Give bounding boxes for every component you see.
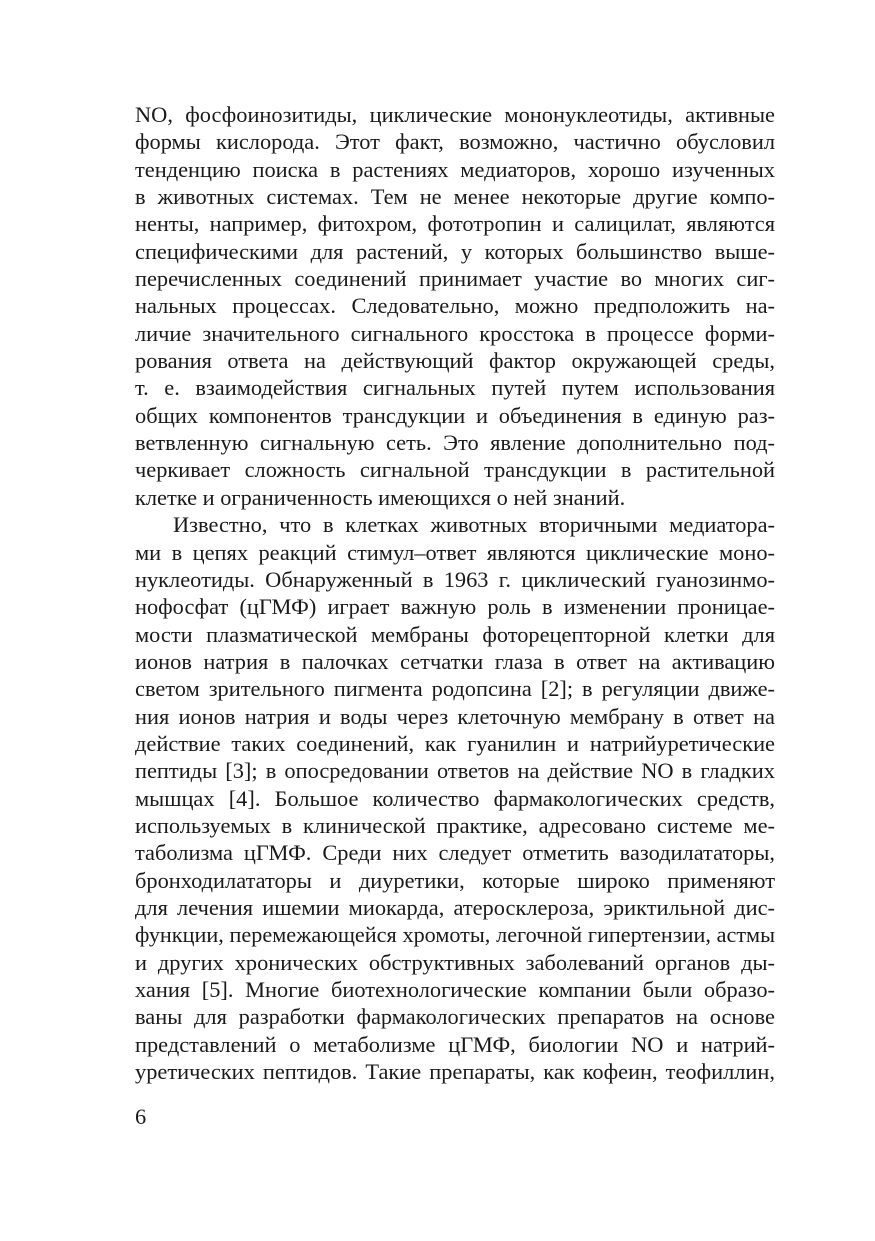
- text-line: формы кислорода. Этот факт, возможно, частично обусловил: [135, 129, 775, 155]
- text-line: перечисленных соединений принимает участие во многих сиг-: [135, 266, 775, 292]
- text-line: используемых в клинической практике, адресовано системе ме-: [135, 812, 775, 838]
- page-number: 6: [135, 1104, 147, 1129]
- text-line: уретических пептидов. Такие препараты, как кофеин, теофиллин,: [135, 1059, 775, 1085]
- text-line: для лечения ишемии миокарда, атеросклероза, эриктильной дис-: [135, 894, 775, 920]
- text-line: NO, фосфоинозитиды, циклические мононуклеотиды, активные: [135, 102, 775, 127]
- text-line: специфическими для растений, у которых большинство выше-: [135, 238, 775, 264]
- text-line: ненты, например, фитохром, фототропин и салицилат, являются: [135, 211, 775, 237]
- text-line: ми в цепях реакций стимул–ответ являются циклические моно-: [135, 539, 775, 565]
- paragraph-1: [135, 101, 775, 511]
- text-line: в животных системах. Тем не менее некоторые другие компо-: [135, 184, 775, 210]
- text-line: мости плазматической мембраны фоторецепторной клетки для: [135, 621, 775, 647]
- text-line: ваны для разработки фармакологических препаратов на основе: [135, 1004, 775, 1030]
- text-line: действие таких соединений, как гуанилин и натрийуретические: [135, 730, 775, 756]
- text-line: общих компонентов трансдукции и объединения в единую раз-: [135, 402, 775, 428]
- text-line: бронходилататоры и диуретики, которые широко применяют: [135, 867, 775, 893]
- text-line: личие значительного сигнального кросстока в процессе форми-: [135, 320, 775, 346]
- body-text: [135, 101, 775, 1085]
- text-line: нофосфат (цГМФ) играет важную роль в изменении проницае-: [135, 594, 775, 620]
- text-line: ионов натрия в палочках сетчатки глаза в ответ на активацию: [135, 648, 775, 674]
- text-line: светом зрительного пигмента родопсина [2]; в регуляции движе-: [135, 676, 775, 702]
- text-line: рования ответа на действующий фактор окружающей среды,: [135, 348, 775, 374]
- text-line: ния ионов натрия и воды через клеточную мембрану в ответ на: [135, 703, 775, 729]
- text-line: ветвленную сигнальную сеть. Это явление дополнительно под-: [135, 430, 775, 456]
- text-line: представлений о метаболизме цГМФ, биологии NO и натрий-: [135, 1031, 775, 1057]
- text-line: функции, перемежающейся хромоты, легочной гипертензии, астмы: [135, 922, 775, 948]
- text-line: Известно, что в клетках животных вторичными медиатора-: [173, 512, 775, 538]
- paragraph-2: [135, 511, 775, 1085]
- text-line: тенденцию поиска в растениях медиаторов, хорошо изученных: [135, 156, 775, 182]
- text-line: клетке и ограниченность имеющихся о ней знаний.: [135, 484, 626, 510]
- text-line: таболизма цГМФ. Среди них следует отметить вазодилататоры,: [135, 840, 775, 866]
- text-line: черкивает сложность сигнальной трансдукции в растительной: [135, 457, 775, 483]
- text-line: и других хронических обструктивных заболеваний органов ды-: [135, 949, 775, 975]
- text-line: пептиды [3]; в опосредовании ответов на действие NO в гладких: [135, 758, 775, 784]
- text-line: нуклеотиды. Обнаруженный в 1963 г. циклический гуанозинмо-: [135, 566, 775, 592]
- text-line: нальных процессах. Следовательно, можно предположить на-: [135, 293, 775, 319]
- text-line: хания [5]. Многие биотехнологические компании были образо-: [135, 977, 775, 1002]
- text-line: мышцах [4]. Большое количество фармакологических средств,: [135, 785, 775, 811]
- text-line: т. е. взаимодействия сигнальных путей путем использования: [135, 375, 775, 401]
